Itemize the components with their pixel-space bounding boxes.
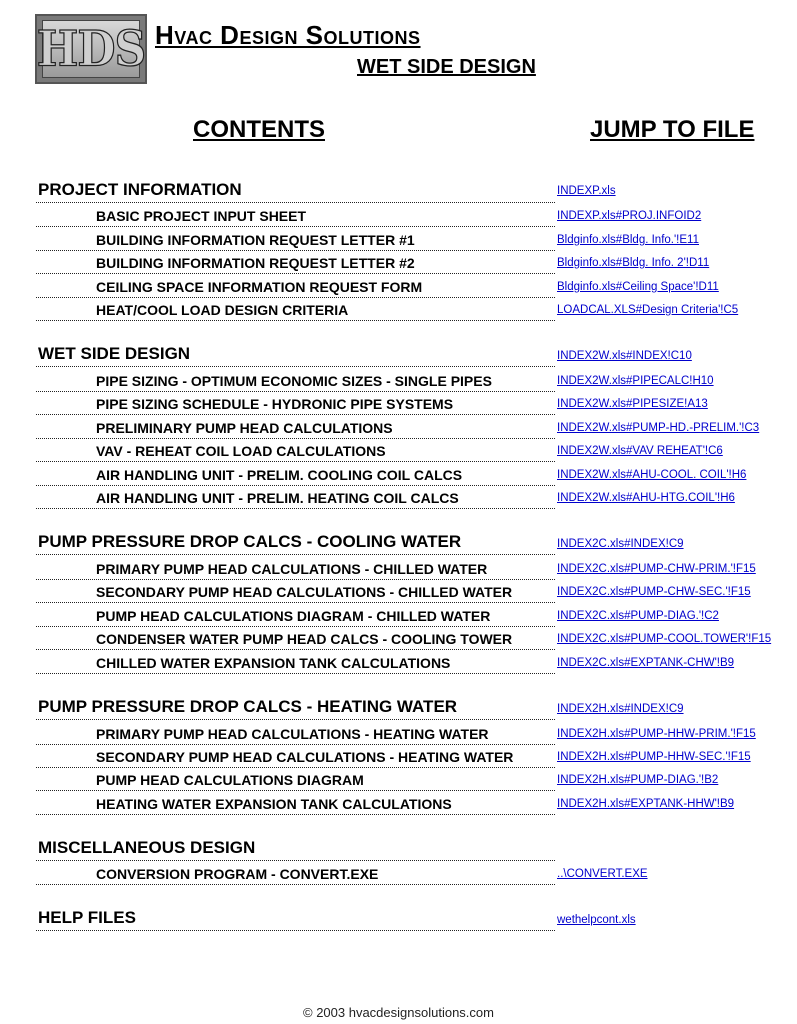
file-link[interactable]: INDEX2C.xls#PUMP-DIAG.'!C2	[557, 610, 719, 622]
section-title: PROJECT INFORMATION	[38, 180, 242, 199]
section-heating-water	[36, 697, 555, 720]
list-item	[36, 204, 555, 227]
list-item	[36, 745, 555, 768]
file-link[interactable]: INDEX2C.xls#EXPTANK-CHW'!B9	[557, 657, 735, 669]
section-link[interactable]: INDEX2W.xls#INDEX!C10	[557, 350, 692, 362]
contents-heading: CONTENTS	[193, 116, 325, 143]
item-label: PUMP HEAD CALCULATIONS DIAGRAM	[96, 772, 364, 788]
section-title: WET SIDE DESIGN	[38, 344, 191, 363]
logo-text: HDS	[36, 20, 146, 78]
item-label: VAV - REHEAT COIL LOAD CALCULATIONS	[96, 443, 386, 459]
item-label: PIPE SIZING - OPTIMUM ECONOMIC SIZES - SINGLE PIPES	[96, 373, 492, 389]
item-label: PRIMARY PUMP HEAD CALCULATIONS - CHILLED WATER	[96, 561, 488, 577]
list-item	[36, 392, 555, 415]
list-item	[36, 627, 555, 650]
file-link[interactable]: INDEX2H.xls#PUMP-DIAG.'!B2	[557, 774, 719, 786]
item-label: AIR HANDLING UNIT - PRELIM. COOLING COIL CALCS	[96, 467, 463, 483]
file-link[interactable]: INDEX2C.xls#PUMP-CHW-SEC.'!F15	[557, 586, 751, 598]
list-item	[36, 416, 555, 439]
file-link[interactable]: Bldginfo.xls#Bldg. Info. 2'!D11	[557, 257, 710, 269]
file-link[interactable]: INDEX2W.xls#VAV REHEAT'!C6	[557, 445, 723, 457]
file-link[interactable]: ..\CONVERT.EXE	[557, 868, 648, 880]
copyright-footer: © 2003 hvacdesignsolutions.com	[303, 1005, 494, 1020]
page-subtitle: WET SIDE DESIGN	[357, 56, 536, 78]
section-link[interactable]: INDEX2C.xls#INDEX!C9	[557, 538, 684, 550]
list-item	[36, 439, 555, 462]
list-item	[36, 369, 555, 392]
logo-plate	[36, 20, 146, 78]
section-title: MISCELLANEOUS DESIGN	[38, 838, 256, 857]
item-label: BUILDING INFORMATION REQUEST LETTER #1	[96, 232, 415, 248]
file-link[interactable]: INDEX2H.xls#PUMP-HHW-SEC.'!F15	[557, 751, 751, 763]
section-miscellaneous-design	[36, 838, 555, 861]
section-title: PUMP PRESSURE DROP CALCS - COOLING WATER	[38, 532, 462, 551]
section-project-information	[36, 180, 555, 203]
item-label: CEILING SPACE INFORMATION REQUEST FORM	[96, 279, 423, 295]
file-link[interactable]: INDEX2W.xls#AHU-HTG.COIL'!H6	[557, 492, 735, 504]
section-link[interactable]: wethelpcont.xls	[557, 914, 636, 926]
file-link[interactable]: INDEX2W.xls#AHU-COOL. COIL'!H6	[557, 469, 747, 481]
file-link[interactable]: INDEX2H.xls#PUMP-HHW-PRIM.'!F15	[557, 728, 756, 740]
list-item	[36, 251, 555, 274]
item-label: PRIMARY PUMP HEAD CALCULATIONS - HEATING WATER	[96, 726, 489, 742]
file-link[interactable]: Bldginfo.xls#Ceiling Space'!D11	[557, 281, 719, 293]
file-link[interactable]: Bldginfo.xls#Bldg. Info.'!E11	[557, 234, 699, 246]
list-item	[36, 298, 555, 321]
item-label: CHILLED WATER EXPANSION TANK CALCULATIONS	[96, 655, 451, 671]
hds-logo	[35, 14, 147, 84]
file-link[interactable]: INDEX2C.xls#PUMP-COOL.TOWER'!F15	[557, 633, 772, 645]
item-label: PIPE SIZING SCHEDULE - HYDRONIC PIPE SYSTEMS	[96, 396, 454, 412]
list-item	[36, 463, 555, 486]
file-link[interactable]: INDEXP.xls#PROJ.INFOID2	[557, 210, 702, 222]
item-label: PUMP HEAD CALCULATIONS DIAGRAM - CHILLED WATER	[96, 608, 491, 624]
list-item	[36, 768, 555, 791]
item-label: BASIC PROJECT INPUT SHEET	[96, 208, 307, 224]
file-link[interactable]: INDEX2H.xls#EXPTANK-HHW'!B9	[557, 798, 735, 810]
section-wet-side-design	[36, 344, 555, 367]
brand-title: Hvac Design Solutions	[155, 20, 421, 50]
list-item	[36, 651, 555, 674]
list-item	[36, 486, 555, 509]
section-title: HELP FILES	[38, 908, 136, 927]
section-link[interactable]: INDEXP.xls	[557, 185, 616, 197]
item-label: HEATING WATER EXPANSION TANK CALCULATIONS	[96, 796, 452, 812]
file-link[interactable]: INDEX2C.xls#PUMP-CHW-PRIM.'!F15	[557, 563, 756, 575]
item-label: CONDENSER WATER PUMP HEAD CALCS - COOLING TOWER	[96, 631, 513, 647]
item-label: HEAT/COOL LOAD DESIGN CRITERIA	[96, 302, 349, 318]
list-item	[36, 722, 555, 745]
list-item	[36, 580, 555, 603]
file-link[interactable]: INDEX2W.xls#PIPECALC!H10	[557, 375, 714, 387]
list-item	[36, 792, 555, 815]
section-cooling-water	[36, 532, 555, 555]
item-label: PRELIMINARY PUMP HEAD CALCULATIONS	[96, 420, 393, 436]
section-title: PUMP PRESSURE DROP CALCS - HEATING WATER	[38, 697, 458, 716]
list-item	[36, 862, 555, 885]
file-link[interactable]: LOADCAL.XLS#Design Criteria'!C5	[557, 304, 739, 316]
item-label: CONVERSION PROGRAM - CONVERT.EXE	[96, 866, 379, 882]
list-item	[36, 557, 555, 580]
jump-to-file-heading: JUMP TO FILE	[590, 116, 755, 143]
section-link[interactable]: INDEX2H.xls#INDEX!C9	[557, 703, 684, 715]
item-label: SECONDARY PUMP HEAD CALCULATIONS - CHILLED WATER	[96, 584, 513, 600]
item-label: AIR HANDLING UNIT - PRELIM. HEATING COIL CALCS	[96, 490, 459, 506]
file-link[interactable]: INDEX2W.xls#PIPESIZE!A13	[557, 398, 708, 410]
item-label: SECONDARY PUMP HEAD CALCULATIONS - HEATING WATER	[96, 749, 514, 765]
item-label: BUILDING INFORMATION REQUEST LETTER #2	[96, 255, 415, 271]
list-item	[36, 228, 555, 251]
list-item	[36, 275, 555, 298]
file-link[interactable]: INDEX2W.xls#PUMP-HD.-PRELIM.'!C3	[557, 422, 760, 434]
section-help-files	[36, 908, 555, 931]
list-item	[36, 604, 555, 627]
